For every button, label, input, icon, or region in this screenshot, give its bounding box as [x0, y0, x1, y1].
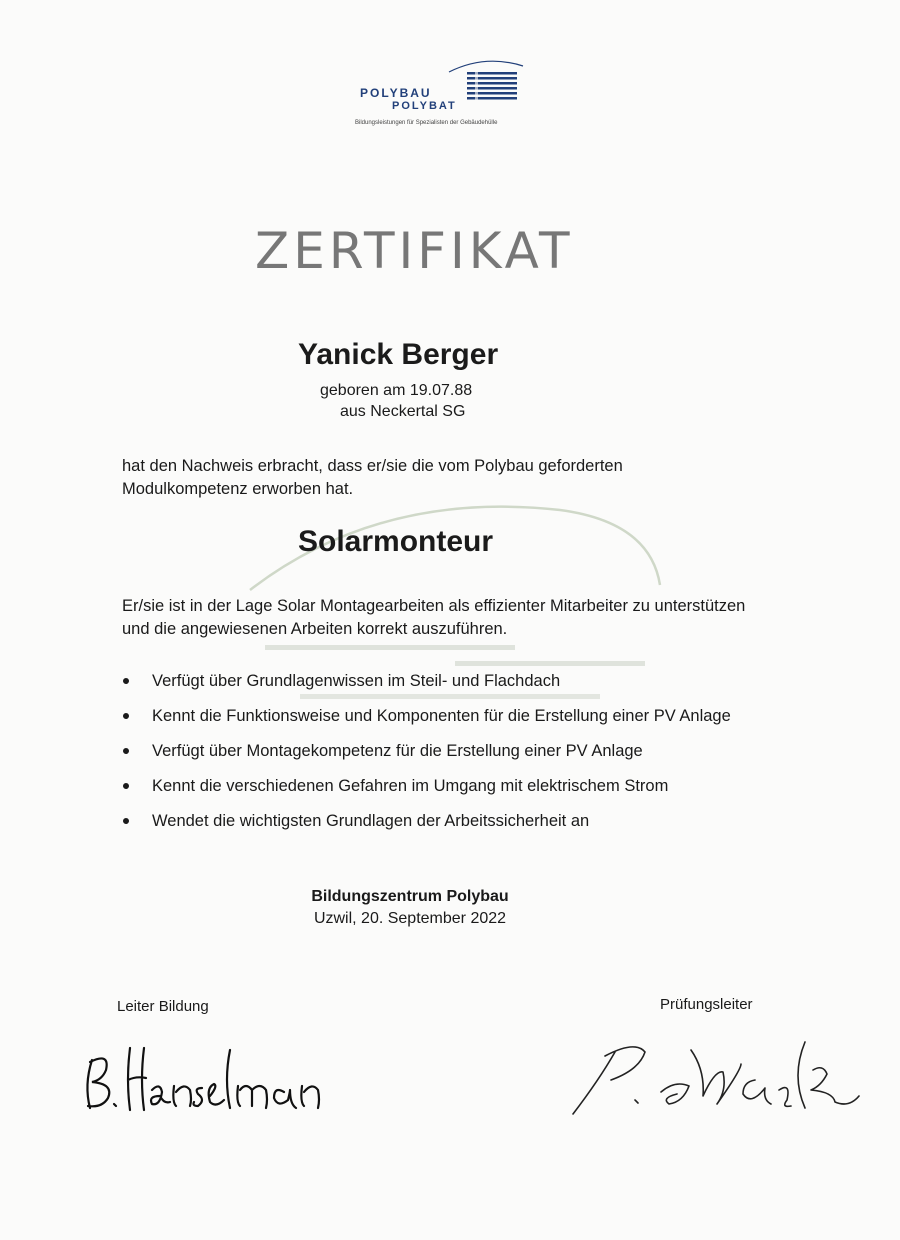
- recipient-name: Yanick Berger: [298, 338, 499, 371]
- left-signature: [80, 1030, 370, 1120]
- left-signature-label: Leiter Bildung: [117, 998, 209, 1015]
- role-title: Solarmonteur: [298, 525, 494, 558]
- logo-line2: POLYBAT: [392, 100, 457, 112]
- bullet-icon: [123, 713, 129, 719]
- logo-tagline: Bildungsleistungen für Spezialisten der Gebäudehülle: [355, 120, 498, 126]
- list-item: Kennt die verschiedenen Gefahren im Umgang mit elektrischem Strom: [120, 777, 731, 812]
- issue-place-date: Uzwil, 20. September 2022: [313, 910, 507, 927]
- birth-date: geboren am 19.07.88: [320, 382, 473, 399]
- right-signature: [565, 1030, 865, 1120]
- bullet-icon: [123, 783, 129, 789]
- right-signature-label: Prüfungsleiter: [660, 996, 753, 1013]
- issuer-organization: Bildungszentrum Polybau: [311, 888, 509, 905]
- bullet-icon: [123, 818, 129, 824]
- list-item: Wendet die wichtigsten Grundlagen der Arbeitssicherheit an: [120, 812, 731, 847]
- logo-line1: POLYBAU: [360, 86, 432, 100]
- list-item: Verfügt über Montagekompetenz für die Erstellung einer PV Anlage: [120, 742, 731, 777]
- intro-text: hat den Nachweis erbracht, dass er/sie die vom Polybau geforderten Modulkompetenz erworben hat.: [122, 457, 623, 498]
- bullet-icon: [123, 678, 129, 684]
- bullet-icon: [123, 748, 129, 754]
- skills-list: [120, 672, 731, 847]
- origin: aus Neckertal SG: [340, 403, 466, 420]
- certificate-title: ZERTIFIKAT: [255, 222, 574, 280]
- list-item: Kennt die Funktionsweise und Komponenten für die Erstellung einer PV Anlage: [120, 707, 731, 742]
- issuer-block: [0, 888, 820, 928]
- list-item: Verfügt über Grundlagenwissen im Steil- und Flachdach: [120, 672, 731, 707]
- role-description: Er/sie ist in der Lage Solar Montagearbeiten als effizienter Mitarbeiter zu unterstützen und die angewiesenen Arbeiten korrekt auszuführen.: [122, 597, 746, 638]
